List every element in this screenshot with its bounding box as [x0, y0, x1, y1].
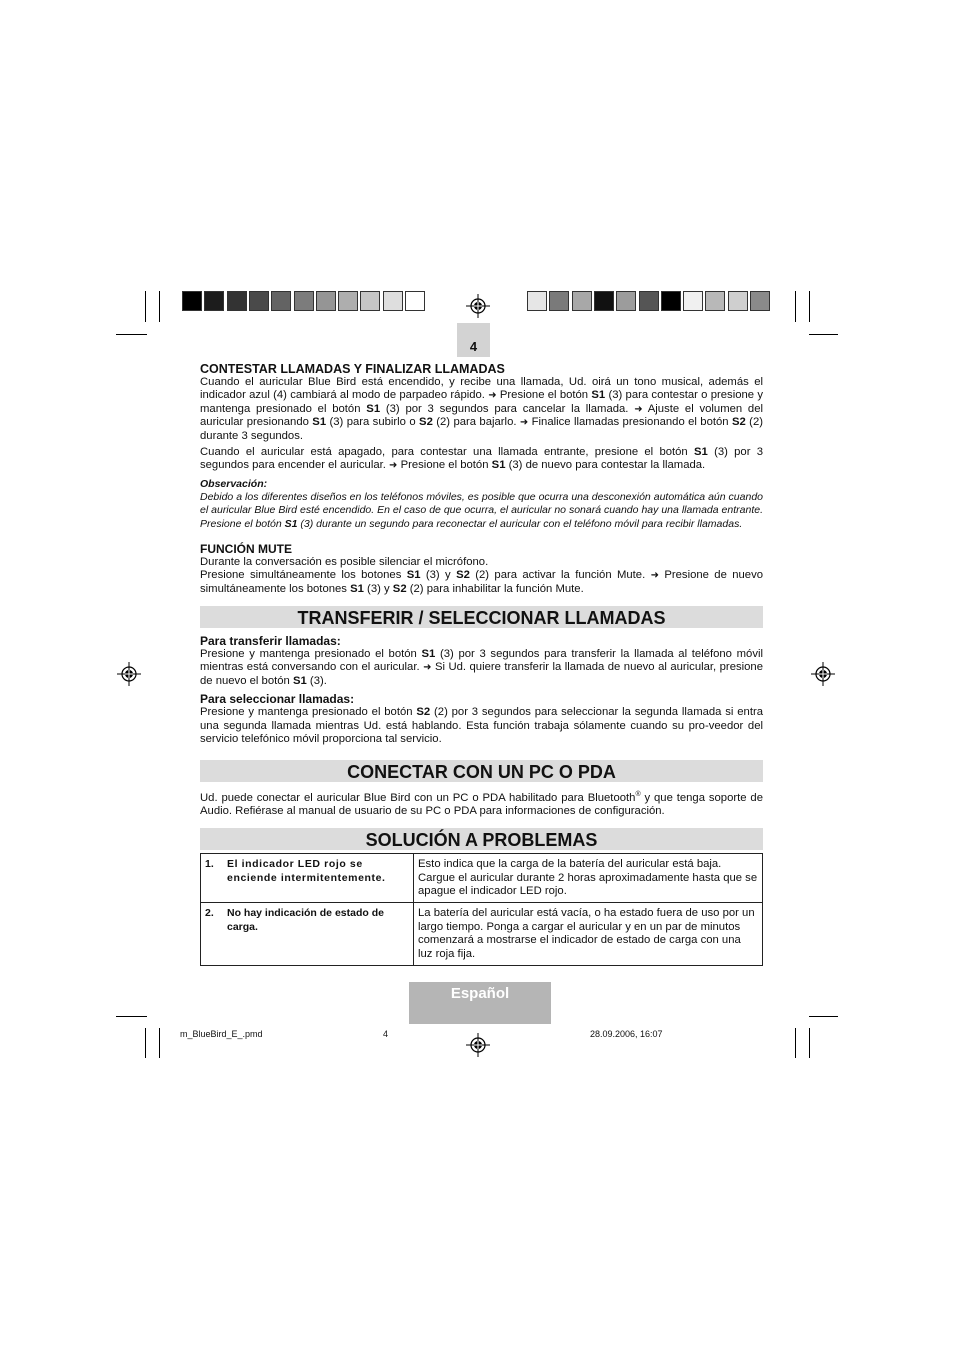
text-run: (2) durante 3 segundos. [200, 416, 763, 442]
paragraph [200, 376, 763, 443]
paragraph [200, 446, 763, 473]
color-swatch [294, 291, 314, 311]
color-swatch [527, 291, 547, 311]
crop-mark [795, 291, 796, 322]
registration-mark-icon [811, 662, 835, 686]
color-swatch [360, 291, 380, 311]
problem-cell [201, 854, 414, 903]
color-swatch [182, 291, 202, 311]
section-band-title: TRANSFERIR / SELECCIONAR LLAMADAS [200, 606, 763, 628]
color-swatch [683, 291, 703, 311]
crop-mark [116, 334, 147, 335]
arrow-icon: ➜ [650, 570, 659, 582]
row-number: 1. [205, 858, 214, 871]
button-ref: S1 [491, 459, 506, 472]
button-ref: S2 [392, 582, 407, 595]
color-swatch [750, 291, 770, 311]
text-run: (3) y [420, 569, 457, 582]
color-swatch [249, 291, 269, 311]
button-ref: S1 [421, 648, 436, 661]
text-run: Presione de nuevo simultáneamente los botones [200, 569, 763, 595]
arrow-icon: ➜ [488, 390, 497, 402]
note-title: Observación: [200, 477, 268, 490]
text-run: Presione y mantenga presionado el botón [200, 706, 417, 719]
troubleshooting-table [200, 853, 763, 966]
footer-filename: m_BlueBird_E_.pmd [180, 1029, 263, 1039]
color-swatch [316, 291, 336, 311]
text-run: (2) para bajarlo. [432, 416, 520, 429]
color-swatch [705, 291, 725, 311]
section-band-title: CONECTAR CON UN PC O PDA [200, 760, 763, 782]
color-swatch [728, 291, 748, 311]
crop-mark [159, 291, 160, 322]
main-content [200, 362, 763, 966]
crop-mark [809, 1016, 838, 1017]
color-swatch [338, 291, 358, 311]
subheading: Para seleccionar llamadas: [200, 692, 355, 707]
arrow-icon: ➜ [634, 403, 643, 415]
crop-mark [809, 334, 838, 335]
text-run: (3) por 3 segundos para encender el auricular. [200, 446, 763, 472]
text-run: Presione y mantenga presionado el botón [200, 648, 422, 661]
color-swatch [594, 291, 614, 311]
paragraph [200, 569, 763, 596]
button-ref: S1 [591, 389, 606, 402]
row-number: 2. [205, 907, 214, 920]
text-run: Finalice llamadas presionando el botón [528, 416, 732, 429]
color-swatch [572, 291, 592, 311]
crop-mark [159, 1028, 160, 1058]
text-run: (2) por 3 segundos para seleccionar la segunda llamada si entra una segunda llamada mientras Ud. está hablando. Esta función trabaja sólamente cuando su pro-veedor del servicio telefónico móvil proporciona tal servicio. [200, 706, 763, 746]
crop-mark [795, 1028, 796, 1058]
page-number: 4 [457, 323, 490, 357]
text-run: Debido a los diferentes diseños en los teléfonos móviles, es posible que ocurra una desconexión automática aún cuando el auricular Blue Bird esté encendido. En el caso de que ocurra, el auricular no sonará cuando hay una llamada entrante. Presione el botón [200, 491, 763, 530]
paragraph [200, 788, 763, 819]
button-ref: S1 [284, 517, 298, 530]
solution-cell: La batería del auricular está vacía, o ha estado fuera de uso por un largo tiempo. Ponga a cargar el auricular y en un par de minutos comenzará a mostrarse el indicador de estado de carga con una luz roja fija. [414, 903, 763, 966]
text-run: Cuando el auricular Blue Bird está encendido, y recibe una llamada, Ud. oirá un tono musical, además el indicador azul (4) cambiará al modo de parpadeo rápido. [200, 376, 763, 402]
paragraph [200, 706, 763, 746]
button-ref: S1 [366, 402, 381, 415]
arrow-icon: ➜ [423, 662, 432, 674]
button-ref: S2 [731, 416, 746, 429]
text-run: y que tenga soporte de Audio. Refiérase al manual de usuario de su PC o PDA para informaciones de configuración. [200, 791, 763, 817]
color-swatch [549, 291, 569, 311]
section-band-title: SOLUCIÓN A PROBLEMAS [200, 828, 763, 850]
button-ref: S1 [350, 582, 364, 595]
table-row [201, 903, 763, 966]
section-heading: FUNCIÓN MUTE [200, 541, 292, 556]
footer-date: 28.09.2006, 16:07 [590, 1029, 663, 1039]
text-run: (3) de nuevo para contestar la llamada. [505, 459, 706, 472]
note-text [200, 491, 763, 531]
text-run: Presione el botón [496, 389, 592, 402]
subheading: Para transferir llamadas: [200, 634, 341, 649]
button-ref: S2 [416, 706, 431, 719]
solution-cell: Esto indica que la carga de la batería del auricular está baja. Cargue el auricular durante 2 horas aproximadamente hasta que se apague el indicador LED rojo. [414, 854, 763, 903]
crop-mark [809, 1028, 810, 1058]
button-ref: S1 [406, 569, 421, 582]
button-ref: S1 [292, 674, 307, 687]
text-run: (3) durante un segundo para reconectar el auricular con el teléfono móvil para recibir llamadas. [297, 517, 743, 530]
color-swatch [204, 291, 224, 311]
text-run: (3) y [363, 582, 393, 595]
problem-cell [201, 903, 414, 966]
text-run: (3) por 3 segundos para cancelar la llamada. [380, 402, 635, 415]
paragraph: Durante la conversación es posible silenciar el micrófono. [200, 555, 489, 568]
arrow-icon: ➜ [389, 460, 398, 472]
text-run: (3). [306, 674, 327, 687]
problem-text: No hay indicación de estado de carga. [227, 907, 384, 933]
footer-page: 4 [383, 1029, 389, 1039]
text-run: Presione el botón [397, 459, 492, 472]
button-ref: S1 [312, 416, 327, 429]
crop-mark [116, 1016, 147, 1017]
text-run: (3) para subirlo o [326, 416, 420, 429]
button-ref: S1 [693, 446, 708, 459]
color-swatch [271, 291, 291, 311]
registered-mark: ® [635, 790, 641, 798]
color-swatch [227, 291, 247, 311]
registration-mark-icon [466, 1033, 490, 1057]
text-run: Ud. puede conectar el auricular Blue Bird con un PC o PDA habilitado para Bluetooth [200, 791, 636, 804]
button-ref: S2 [456, 569, 470, 582]
problem-text: El indicador LED rojo se enciende intermitentemente. [227, 858, 386, 884]
text-run: (3) por 3 segundos para transferir la llamada al teléfono móvil mientras está conversando con el auricular. [200, 648, 764, 674]
text-run: Si Ud. quiere transferir la llamada de nuevo al auricular, presione de nuevo el botón [200, 661, 763, 687]
text-run: (2) para activar la función Mute. [469, 569, 651, 582]
button-ref: S2 [419, 416, 433, 429]
color-swatch [383, 291, 403, 311]
color-swatch [405, 291, 425, 311]
color-swatch [639, 291, 659, 311]
color-swatch [616, 291, 636, 311]
color-swatch [661, 291, 681, 311]
text-run: Cuando el auricular está apagado, para contestar una llamada entrante, presione el botón [200, 446, 694, 459]
crop-mark [809, 291, 810, 322]
arrow-icon: ➜ [519, 417, 529, 429]
registration-mark-icon [117, 662, 141, 686]
text-run: (2) para inhabilitar la función Mute. [406, 582, 584, 595]
crop-mark [145, 1028, 146, 1058]
crop-mark [145, 291, 146, 322]
text-run: Presione simultáneamente los botones [200, 569, 407, 582]
language-tab: Español [409, 982, 551, 1024]
text-run: (3) para contestar o presione y mantenga presionado el botón [200, 389, 763, 415]
paragraph [200, 648, 763, 688]
section-heading: CONTESTAR LLAMADAS Y FINALIZAR LLAMADAS [200, 362, 505, 376]
table-row [201, 854, 763, 903]
registration-mark-icon [466, 294, 490, 318]
text-run: Ajuste el volumen del auricular presionando [200, 402, 764, 429]
